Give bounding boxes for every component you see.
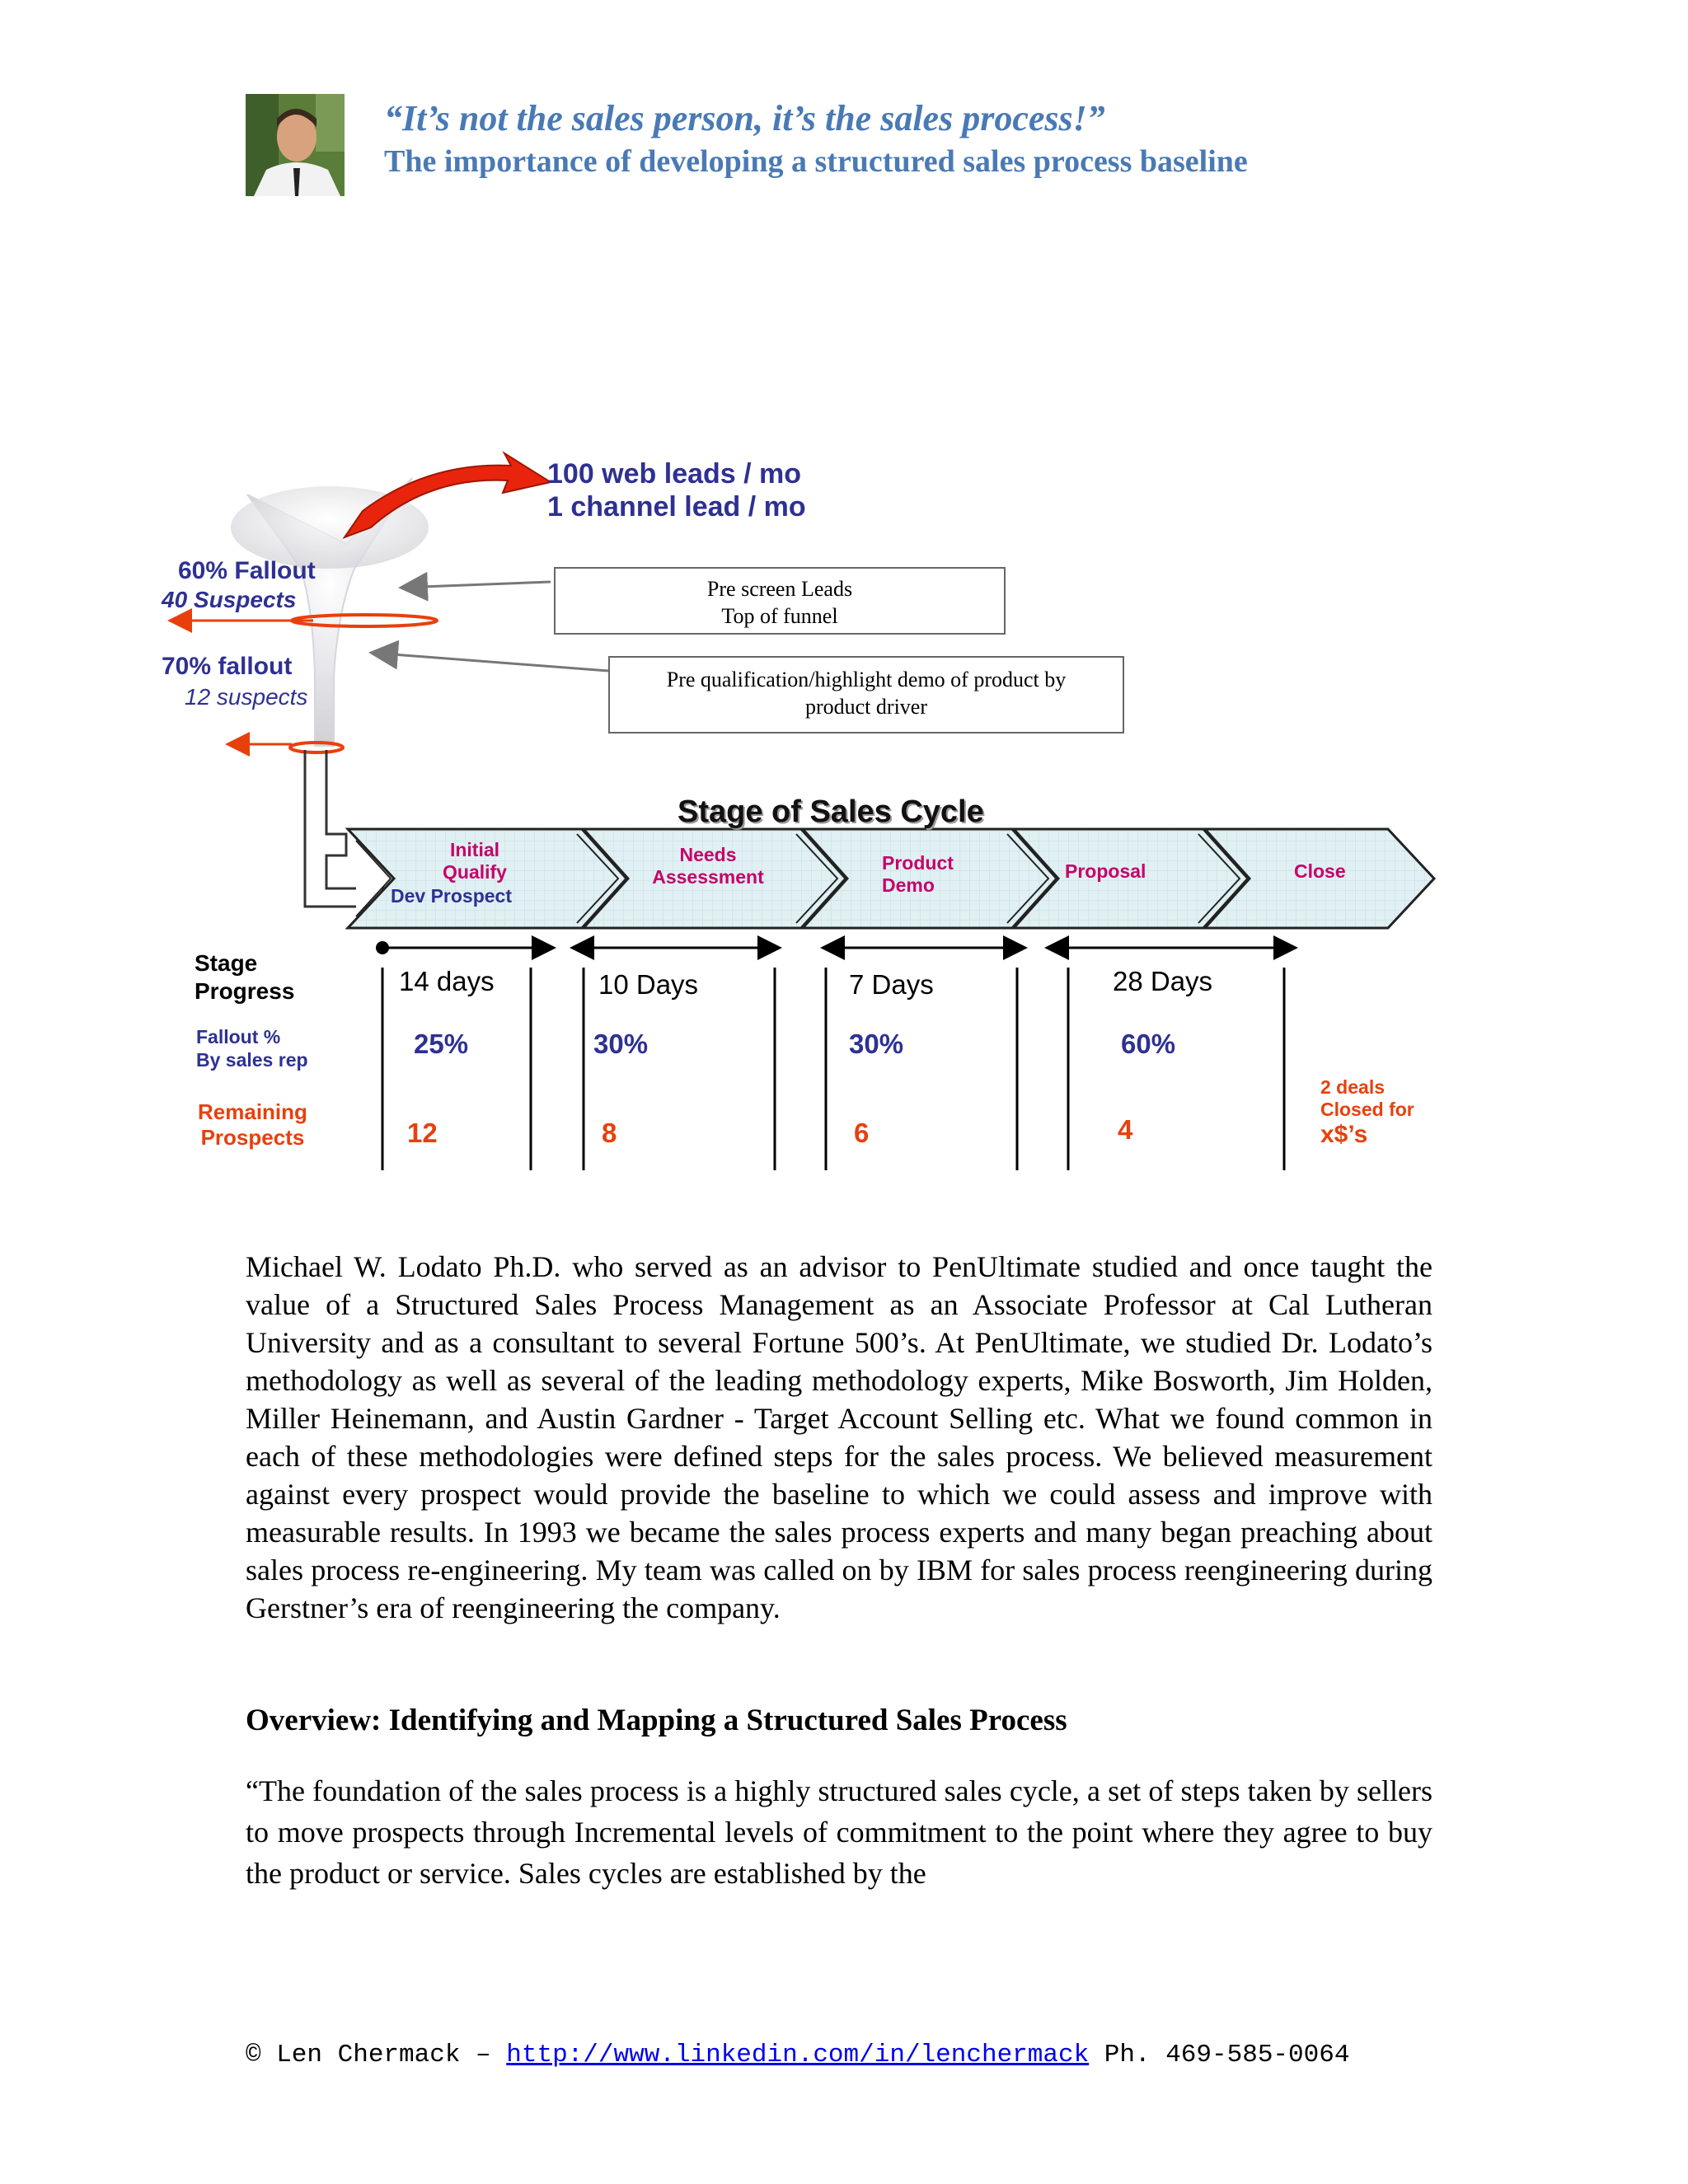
stage-label-product-demo — [882, 852, 954, 897]
web-leads-label: 100 web leads / mo — [547, 458, 802, 490]
fallout-ring-2 — [290, 743, 343, 752]
suspects-40-label: 40 Suspects — [162, 587, 297, 612]
stage-4-line1: Proposal — [1065, 860, 1146, 882]
stage-label-close — [1294, 860, 1346, 883]
intro-paragraph: Michael W. Lodato Ph.D. who served as an advisor to PenUltimate studied and once taught the value of a Structured Sales Process Management as an Associate Professor at Cal Lutheran University and as a consultant to several Fortune 500’s. At PenUltimate, we studied Dr. Lodato’s methodology as well as several of the leading methodology experts, Mike Bosworth, Jim Holden, Miller Heinemann, and Austin Gardner - Target Account Selling etc. What we found common in each of these methodologies were defined steps for the sales process. We believed measurement against every prospect would provide the baseline to which we could assess and improve with measurable results. In 1993 we became the sales process experts and many began preaching about sales process re-engineering. My team was called on by IBM for sales process reengineering during Gerstner’s era of reengineering the company. — [246, 1250, 1432, 1624]
stage-2-line2: Assessment — [652, 866, 764, 888]
prequalification-box — [608, 656, 1124, 733]
days-stage-4: 28 Days — [1113, 966, 1213, 996]
close-line2: Closed for — [1320, 1099, 1414, 1120]
fallout-60-label: 60% Fallout — [178, 557, 316, 584]
fallout-label-line2: By sales rep — [196, 1049, 308, 1071]
days-stage-3: 7 Days — [849, 969, 934, 1000]
stage-3-line2: Demo — [882, 874, 935, 896]
stage-1-line1: Initial — [449, 839, 500, 860]
stage-cycle-title: Stage of Sales Cycle — [678, 794, 984, 829]
close-deals-label — [1320, 1076, 1414, 1121]
prescreen-line2: Top of funnel — [721, 604, 838, 628]
remaining-4: 4 — [1118, 1114, 1133, 1145]
prequalification-line2: product driver — [804, 695, 927, 719]
remaining-3: 6 — [854, 1118, 870, 1148]
footer-phone: Ph. 469-585-0064 — [1089, 2041, 1350, 2069]
header-subtitle: The importance of developing a structured sales process baseline — [384, 144, 1248, 179]
remaining-prospects-label — [198, 1099, 307, 1151]
stage-5-line1: Close — [1294, 860, 1346, 882]
close-line1: 2 deals — [1320, 1076, 1385, 1098]
prescreen-box — [554, 567, 1006, 635]
footer-copyright: © Len Chermack – — [246, 2041, 507, 2069]
stage-label-initial-qualify — [417, 839, 532, 883]
overview-heading: Overview: Identifying and Mapping a Structured Sales Process — [246, 1704, 1067, 1737]
stage-progress-line2: Progress — [195, 978, 295, 1004]
fallout-70-label: 70% fallout — [162, 653, 293, 680]
prequalification-line1: Pre qualification/highlight demo of product by — [666, 668, 1067, 691]
fallout-by-rep-label — [196, 1025, 308, 1071]
pointer-arrow-1 — [401, 582, 551, 588]
overview-paragraph: “The foundation of the sales process is a highly structured sales cycle, a set of steps taken by sellers to move prospects through Incremental levels of commitment to the point where they agree to buy the product or service. Sales cycles are established by the — [246, 1774, 1432, 1890]
close-amount: x$’s — [1320, 1121, 1368, 1148]
column-dividers — [382, 968, 1284, 1170]
stage-2-line1: Needs — [679, 844, 737, 865]
remaining-label-line2: Prospects — [200, 1125, 305, 1150]
suspects-12-label: 12 suspects — [185, 684, 308, 710]
stage-label-needs-assessment — [646, 844, 770, 888]
fallout-label-line1: Fallout % — [196, 1026, 281, 1047]
stage-progress-line1: Stage — [195, 950, 258, 976]
stage-label-proposal — [1065, 860, 1146, 883]
fallout-pct-1: 25% — [414, 1029, 469, 1059]
pointer-arrow-2 — [371, 653, 608, 671]
days-stage-2: 10 Days — [598, 969, 699, 1000]
channel-lead-label: 1 channel lead / mo — [547, 491, 806, 523]
fallout-pct-4: 60% — [1121, 1029, 1176, 1059]
stage-progress-label — [195, 949, 294, 1005]
remaining-label-line1: Remaining — [198, 1099, 307, 1124]
fallout-pct-2: 30% — [593, 1029, 649, 1059]
fallout-pct-3: 30% — [849, 1029, 904, 1059]
remaining-1: 12 — [407, 1118, 438, 1148]
footer — [246, 2041, 1349, 2069]
remaining-2: 8 — [602, 1118, 617, 1148]
stage-1-line2: Qualify — [443, 861, 507, 883]
stage-3-line1: Product — [882, 852, 954, 874]
prescreen-line1: Pre screen Leads — [706, 577, 853, 601]
stage-1-sub: Dev Prospect — [391, 885, 513, 907]
linkedin-link[interactable]: http://www.linkedin.com/in/lenchermack — [506, 2041, 1090, 2069]
days-stage-1: 14 days — [399, 966, 495, 996]
header-quote: “It’s not the sales person, it’s the sales process!” — [384, 98, 1105, 138]
